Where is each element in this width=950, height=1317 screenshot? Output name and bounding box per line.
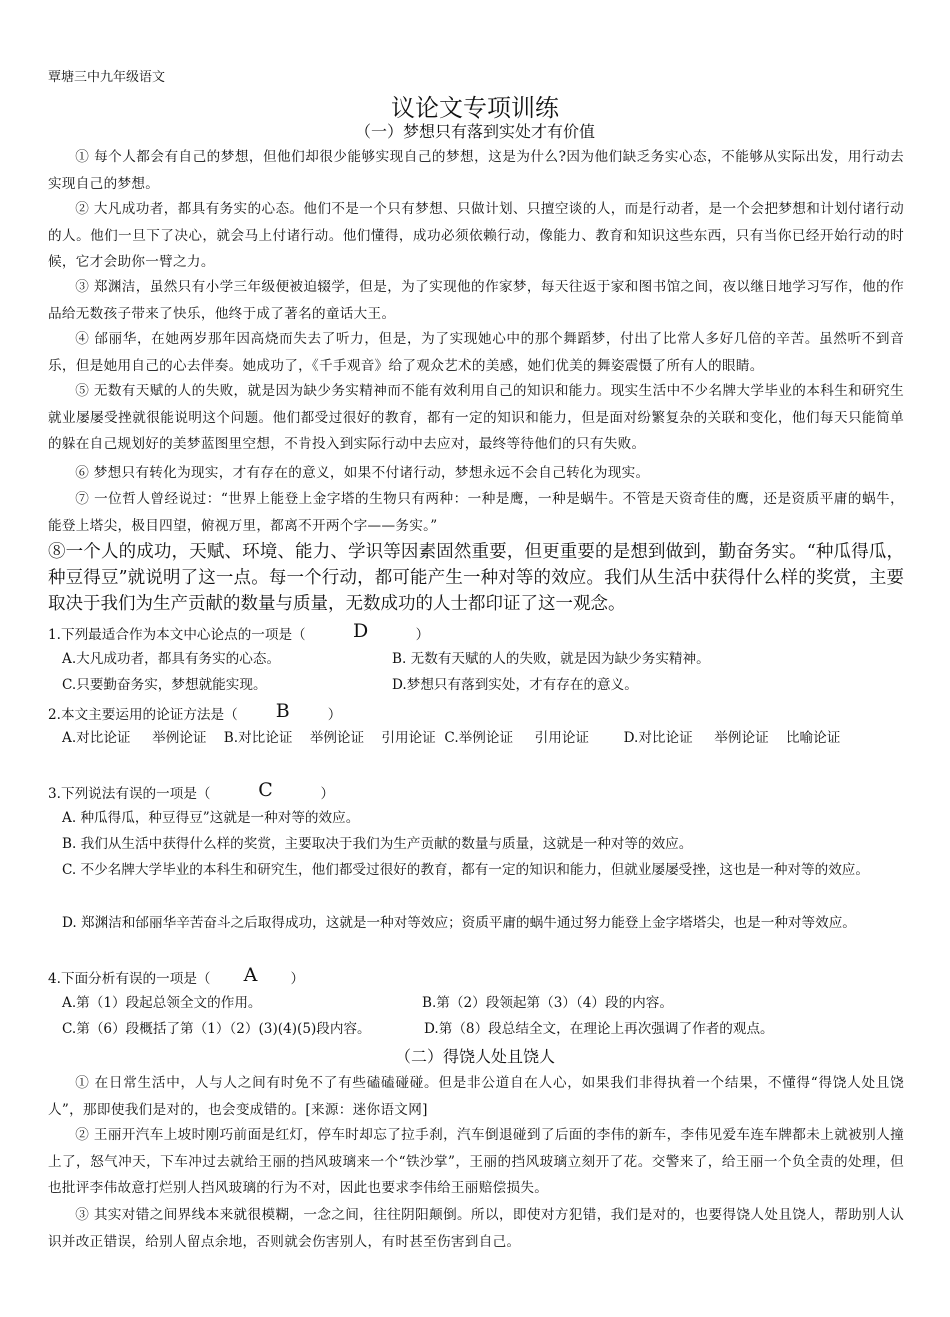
- paragraph-6: ⑥ 梦想只有转化为现实，才有存在的意义，如果不付诸行动，梦想永远不会自己转化为现实。: [75, 465, 650, 481]
- question-1-answer: D: [353, 620, 369, 642]
- question-4-answer: A: [243, 964, 258, 986]
- question-3-answer: C: [258, 779, 273, 801]
- paragraph-7: ⑦ 一位哲人曾经说过：“世界上能登上金字塔的生物只有两种：一种是鹰，一种是蜗牛。不管是天资奇佳的鹰，还是资质平庸的蜗牛，能登上塔尖，极目四望，俯视万里，都离不开两个字——务实。”: [48, 491, 904, 534]
- q4-option-d: D.第（8）段总结全文，在理论上再次强调了作者的观点。: [424, 1021, 774, 1037]
- q1-option-d: D.梦想只有落到实处，才有存在的意义。: [392, 677, 638, 693]
- question-2: [48, 700, 341, 728]
- q1-option-b: B. 无数有天赋的人的失败，就是因为缺少务实精神。: [392, 651, 710, 667]
- question-3-stem: 3.下列说法有误的一项是（: [48, 786, 211, 802]
- question-2-stem: 2.本文主要运用的论证方法是（: [48, 707, 238, 723]
- question-4-stem: 4.下面分析有误的一项是（: [48, 971, 211, 987]
- paragraph-8: ⑧一个人的成功，天赋、环境、能力、学识等因素固然重要，但更重要的是想到做到，勤奋务实。“种瓜得瓜，种豆得豆”就说明了这一点。每一个行动，都可能产生一种对等的效应。我们从生活中获得什么样的奖赏，主要取决于我们为生产贡献的数量与质量，无数成功的人士都印证了这一观念。: [48, 542, 904, 614]
- q1-option-c: C.只要勤奋务实，梦想就能实现。: [62, 677, 267, 693]
- paragraph-2: ② 大凡成功者，都具有务实的心态。他们不是一个只有梦想、只做计划、只擅空谈的人，而是行动者，是一个会把梦想和计划付诸行动的人。他们一旦下了决心，就会马上付诸行动。他们懂得，成功必须依赖行动，像能力、教育和知识这些东西，只有当你已经开始行动的时候，它才会助你一臂之力。: [48, 201, 904, 270]
- paragraph-4: ④ 邰丽华，在她两岁那年因高烧而失去了听力，但是，为了实现她心中的那个舞蹈梦，付出了比常人多好几倍的辛苦。虽然听不到音乐，但是她用自己的心去伴奏。她成功了，《千手观音》给了观众艺术的美感，她们优美的舞姿震慑了所有人的眼睛。: [48, 331, 904, 374]
- question-2-answer: B: [275, 700, 290, 722]
- section2-paragraph-1: ① 在日常生活中，人与人之间有时免不了有些磕磕碰碰。但是非公道自在人心，如果我们非得执着一个结果，不懂得“得饶人处且饶人”，那即使我们是对的，也会变成错的。[来源：迷你语文网]: [48, 1075, 904, 1118]
- section2-paragraph-2: ② 王丽开汽车上坡时刚巧前面是红灯，停车时却忘了拉手刹，汽车倒退碰到了后面的李伟的新车，李伟见爱车连车牌都未上就被别人撞上了，怒气冲天，下车冲过去就给王丽的挡风玻璃来一个“铁沙掌”，王丽的挡风玻璃立刻开了花。交警来了，给王丽一个负全责的处理，但也批评李伟故意打烂别人挡风玻璃的行为不对，因此也要求李伟给王丽赔偿损失。: [48, 1127, 904, 1196]
- question-3-close: ）: [320, 786, 335, 802]
- paragraph-3: ③ 郑渊洁，虽然只有小学三年级便被迫辍学，但是，为了实现他的作家梦，每天往返于家和图书馆之间，夜以继日地学习写作，他的作品给无数孩子带来了快乐，他终于成了著名的童话大王。: [48, 279, 904, 322]
- q3-option-b: B. 我们从生活中获得什么样的奖赏，主要取决于我们为生产贡献的数量与质量，这就是一种对等的效应。: [62, 836, 693, 852]
- question-1-stem: 1.下列最适合作为本文中心论点的一项是（: [48, 627, 306, 643]
- section1-subtitle: （一）梦想只有落到实处才有价值: [354, 122, 595, 141]
- question-4: [48, 964, 304, 992]
- section2-subtitle: （二）得饶人处且饶人: [394, 1047, 555, 1066]
- q3-option-d: D. 郑渊洁和邰丽华辛苦奋斗之后取得成功，这就是一种对等效应；资质平庸的蜗牛通过努力能登上金字塔塔尖，也是一种对等效应。: [62, 915, 856, 931]
- question-1-close: ）: [415, 627, 430, 643]
- q2-options: A.对比论证 举例论证 B.对比论证 举例论证 引用论证 C.举例论证 引用论证 D.对比论证 举例论证 比喻论证: [62, 730, 841, 746]
- page-title: 议论文专项训练: [391, 94, 559, 122]
- question-4-close: ）: [290, 971, 305, 987]
- question-2-close: ）: [327, 707, 342, 723]
- paragraph-1: ① 每个人都会有自己的梦想，但他们却很少能够实现自己的梦想，这是为什么?因为他们缺乏务实心态，不能够从实际出发，用行动去实现自己的梦想。: [48, 149, 904, 192]
- section2-paragraph-3: ③ 其实对错之间界线本来就很模糊，一念之间，往往阴阳颠倒。所以，即使对方犯错，我们是对的，也要得饶人处且饶人，帮助别人认识并改正错误，给别人留点余地，否则就会伤害别人，有时甚至伤害到自己。: [48, 1207, 904, 1250]
- q3-option-c: C. 不少名牌大学毕业的本科生和研究生，他们都受过很好的教育，都有一定的知识和能力，但就业屡屡受挫，这也是一种对等的效应。: [62, 862, 869, 878]
- question-3: [48, 779, 334, 807]
- q4-option-b: B.第（2）段领起第（3）（4）段的内容。: [422, 995, 673, 1011]
- q1-option-a: A.大凡成功者，都具有务实的心态。: [62, 651, 281, 667]
- q4-option-a: A.第（1）段起总领全文的作用。: [62, 995, 262, 1011]
- q4-option-c: C.第（6）段概括了第（1）（2）(3)(4)(5)段内容。: [62, 1021, 371, 1037]
- school-header: 覃塘三中九年级语文: [48, 70, 166, 85]
- question-1: [48, 620, 429, 648]
- q3-option-a: A. 种瓜得瓜，种豆得豆”这就是一种对等的效应。: [62, 810, 360, 826]
- paragraph-5: ⑤ 无数有天赋的人的失败，就是因为缺少务实精神而不能有效利用自己的知识和能力。现实生活中不少名牌大学毕业的本科生和研究生就业屡屡受挫就很能说明这个问题。他们都受过很好的教育，都有一定的知识和能力，但是面对纷繁复杂的关联和变化，他们每天只能简单的躲在自己规划好的美梦蓝图里空想，不肯投入到实际行动中去应对，最终等待他们的只有失败。: [48, 383, 904, 452]
